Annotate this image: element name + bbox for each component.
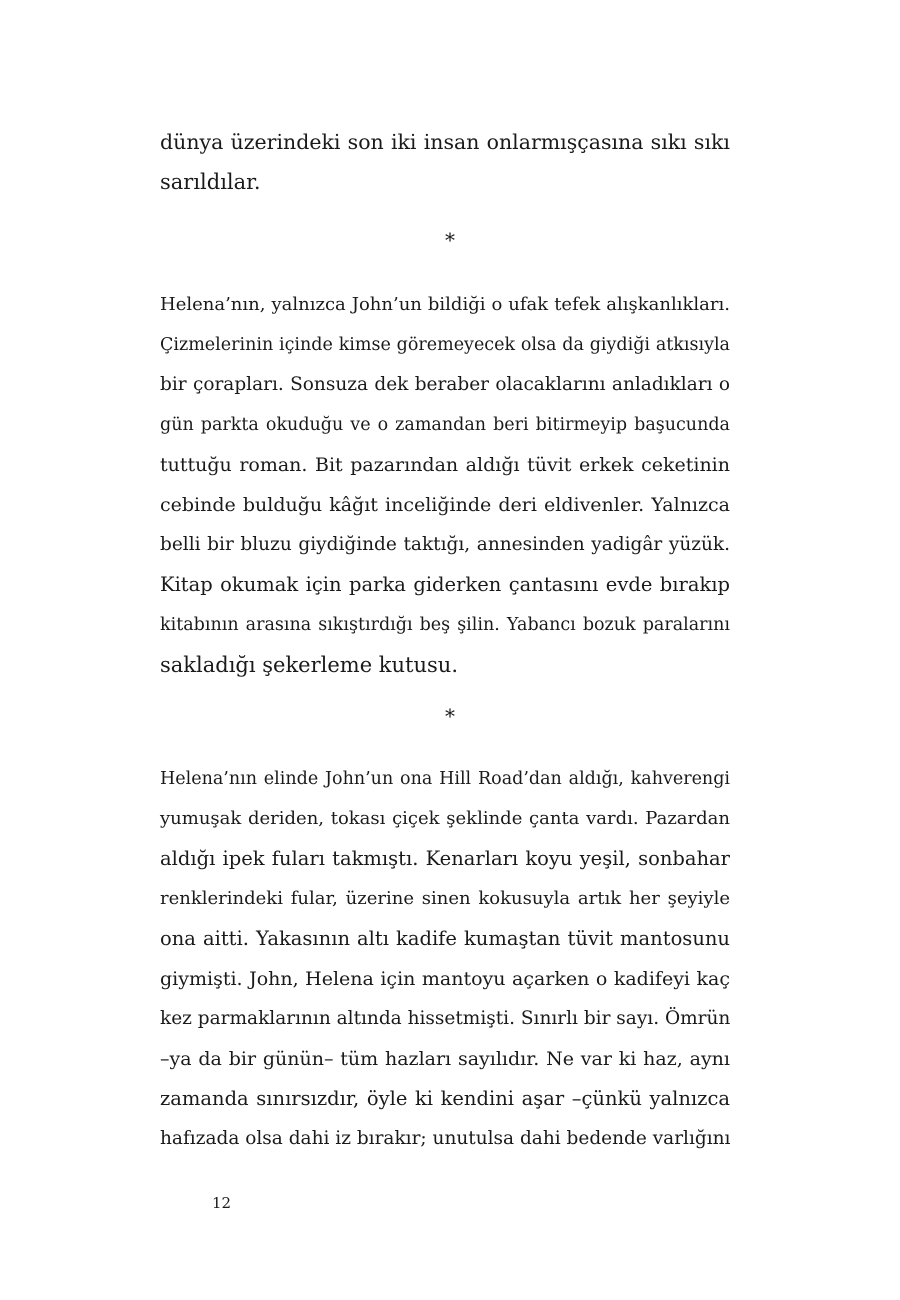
- paragraph-1: [160, 122, 730, 202]
- text-line: kez parmaklarının altında hissetmişti. Sınırlı bir sayı. Ömrün: [160, 1008, 731, 1029]
- paragraph-3: [160, 759, 730, 1159]
- text-line: Kitap okumak için parka giderken çantasını evde bırakıp: [160, 573, 730, 596]
- text-line: zamanda sınırsızdır, öyle ki kendini aşar –çünkü yalnızca: [160, 1087, 730, 1110]
- text-line: ona aitti. Yakasının altı kadife kumaştan tüvit mantosunu: [160, 927, 730, 950]
- section-divider: *: [445, 228, 455, 252]
- text-line: kitabının arasına sıkıştırdığı beş şilin. Yabancı bozuk paralarını: [160, 615, 730, 635]
- text-line: sakladığı şekerleme kutusu.: [160, 653, 458, 677]
- text-line: yumuşak deriden, tokası çiçek şeklinde çanta vardı. Pazardan: [160, 808, 730, 829]
- text-line: Çizmelerinin içinde kimse göremeyecek olsa da giydiği atkısıyla: [160, 335, 730, 355]
- section-divider: *: [445, 704, 455, 728]
- text-line: aldığı ipek fuları takmıştı. Kenarları koyu yeşil, sonbahar: [160, 847, 730, 870]
- text-line: gün parkta okuduğu ve o zamandan beri bitirmeyip başucunda: [160, 415, 730, 435]
- text-line: –ya da bir günün– tüm hazları sayılıdır. Ne var ki haz, aynı: [160, 1048, 730, 1070]
- text-line: Helena’nın elinde John’un ona Hill Road’dan aldığı, kahverengi: [160, 769, 730, 789]
- text-line: hafızada olsa dahi iz bırakır; unutulsa dahi bedende varlığını: [160, 1128, 731, 1149]
- text-line: renklerindeki fular, üzerine sinen kokusuyla artık her şeyiyle: [160, 888, 730, 909]
- page-number: 12: [212, 1194, 232, 1212]
- text-line: bir çorapları. Sonsuza dek beraber olacaklarını anladıkları o: [160, 374, 730, 395]
- text-line: sarıldılar.: [160, 170, 261, 194]
- text-line: dünya üzerindeki son iki insan onlarmışçasına sıkı sıkı: [160, 130, 730, 154]
- text-line: giymişti. John, Helena için mantoyu açarken o kadifeyi kaç: [160, 968, 730, 990]
- text-line: belli bir bluzu giydiğinde taktığı, annesinden yadigâr yüzük.: [160, 534, 730, 555]
- text-line: Helena’nın, yalnızca John’un bildiği o ufak tefek alışkanlıkları.: [160, 294, 730, 315]
- text-line: tuttuğu roman. Bit pazarından aldığı tüvit erkek ceketinin: [160, 454, 730, 476]
- text-line: cebinde bulduğu kâğıt inceliğinde deri eldivenler. Yalnızca: [160, 494, 730, 516]
- paragraph-2: [160, 285, 730, 685]
